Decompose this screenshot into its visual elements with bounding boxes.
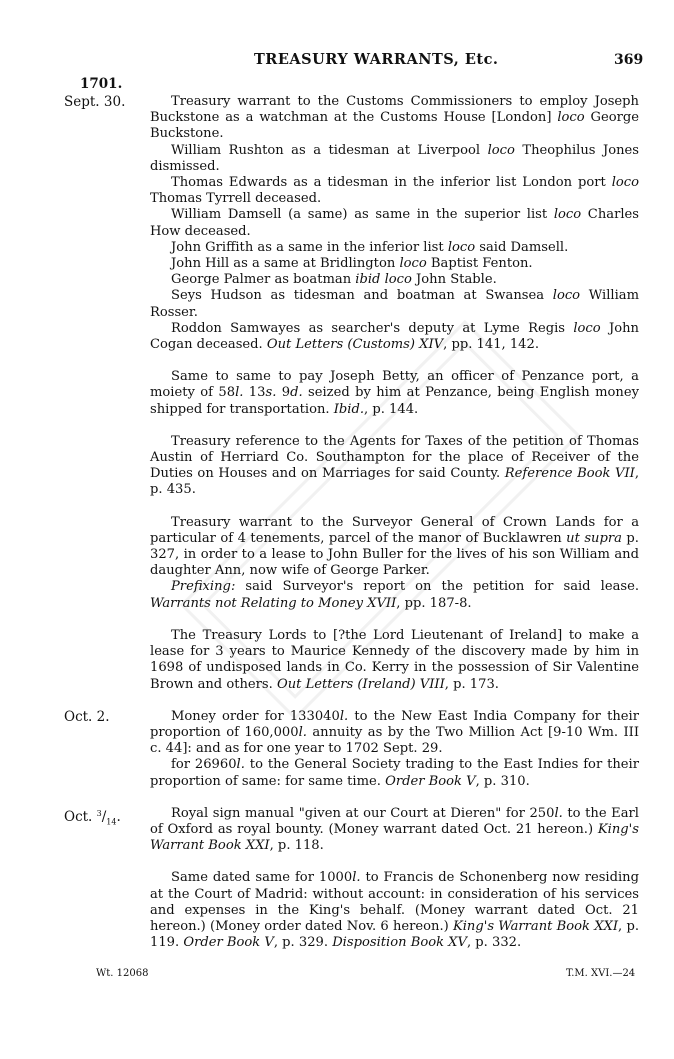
entry-paragraph: Thomas Edwards as a tidesman in the inferior list London port loco Thomas Tyrrell deceased. xyxy=(150,175,639,207)
entry-crown-lands xyxy=(150,515,639,612)
year-heading: 1701. xyxy=(80,76,123,92)
entry-date: Oct. 2. xyxy=(64,708,110,725)
entry-paragraph: William Rushton as a tidesman at Liverpool loco Theophilus Jones dismissed. xyxy=(150,142,639,174)
entry-earl-of-oxford xyxy=(64,805,639,855)
entry-east-india xyxy=(64,708,639,790)
entry-agents-for-taxes xyxy=(150,434,639,499)
entry-paragraph: Treasury warrant to the Customs Commissioners to employ Joseph Buckstone as a watchman at the Customs House [London] loco George Buckstone. xyxy=(150,94,639,142)
entry-paragraph: George Palmer as boatman ibid loco John Stable. xyxy=(171,272,497,288)
entry-paragraph: Treasury warrant to the Surveyor General of Crown Lands for a particular of 4 tenements, parcel of the manor of Bucklawren ut supra p. 327, in order to a lease to John Buller for the lives of his son William and daughter Ann, now wife of George Parker. xyxy=(150,514,639,579)
footer-signature-mark: T.M. XVI.—24 xyxy=(566,968,636,979)
entry-paragraph: William Damsell (a same) as same in the superior list loco Charles How deceased. xyxy=(150,207,639,239)
entry-paragraph: Money order for 133040l. to the New East India Company for their proportion of 160,000l. annuity as by the Two Million Act [9-10 Wm. III c. 44]: and as for one year to 1702 Sept. 29. xyxy=(150,708,639,757)
entry-paragraph: for 26960l. to the General Society trading to the East Indies for their proportion of same: for same time. Order Book V, p. 310. xyxy=(150,757,639,789)
entry-paragraph: Roddon Samwayes as searcher's deputy at Lyme Regis loco John Cogan deceased. Out Letters (Customs) XIV, pp. 141, 142. xyxy=(150,320,639,353)
entry-paragraph: Treasury reference to the Agents for Taxes of the petition of Thomas Austin of Herriard Co. Southampton for the place of Receiver of the Duties on Houses and on Marriages for said County. Reference Book VII, p. 435. xyxy=(150,433,639,498)
entry-paragraph: The Treasury Lords to [?the Lord Lieutenant of Ireland] to make a lease for 3 years to Maurice Kennedy of the discovery made by him in 1698 of undisposed lands in Co. Kerry in the possession of Sir Valentine Brown and others. Out Letters (Ireland) VIII, p. 173. xyxy=(150,627,639,692)
footer-printer-mark: Wt. 12068 xyxy=(96,968,149,979)
entry-schonenberg xyxy=(150,870,639,951)
entry-paragraph: Same dated same for 1000l. to Francis de Schonenberg now residing at the Court of Madrid: without account: in consideration of his services and expenses in the King's behalf. (Money warrant dated Oct. 21 hereon.) (Money order dated Nov. 6 hereon.) King's Warrant Book XXI, p. 119. Order Book V, p. 329. Disposition Book XV, p. 332. xyxy=(150,870,639,951)
running-header xyxy=(0,52,674,74)
entry-paragraph: Same to same to pay Joseph Betty, an officer of Penzance port, a moiety of 58l. 13s. 9d. seized by him at Penzance, being English money shipped for transportation. Ibid., p. 144. xyxy=(150,369,639,417)
entry-paragraph: Royal sign manual "given at our Court at Dieren" for 250l. to the Earl of Oxford as royal bounty. (Money warrant dated Oct. 21 hereon.) King's Warrant Book XXI, p. 118. xyxy=(150,805,639,854)
entry-date: Sept. 30. xyxy=(64,94,126,110)
header-title: TREASURY WARRANTS, Etc. xyxy=(254,51,499,68)
entry-customs-warrant xyxy=(64,94,639,353)
entry-ireland-lease xyxy=(150,628,639,693)
entry-paragraph: Seys Hudson as tidesman and boatman at Swansea loco William Rosser. xyxy=(150,288,639,320)
page-number: 369 xyxy=(614,52,644,68)
entry-paragraph: John Hill as a same at Bridlington loco Baptist Fenton. xyxy=(171,256,533,272)
main-text xyxy=(64,94,639,951)
entry-paragraph: John Griffith as a same in the inferior list loco said Damsell. xyxy=(171,239,569,255)
entry-penzance-payment xyxy=(150,369,639,418)
entry-paragraph: Prefixing: said Surveyor's report on the petition for said lease. Warrants not Relating to Money XVII, pp. 187-8. xyxy=(150,579,639,611)
entry-date: Oct. $^3/_{14}$. xyxy=(64,808,121,827)
